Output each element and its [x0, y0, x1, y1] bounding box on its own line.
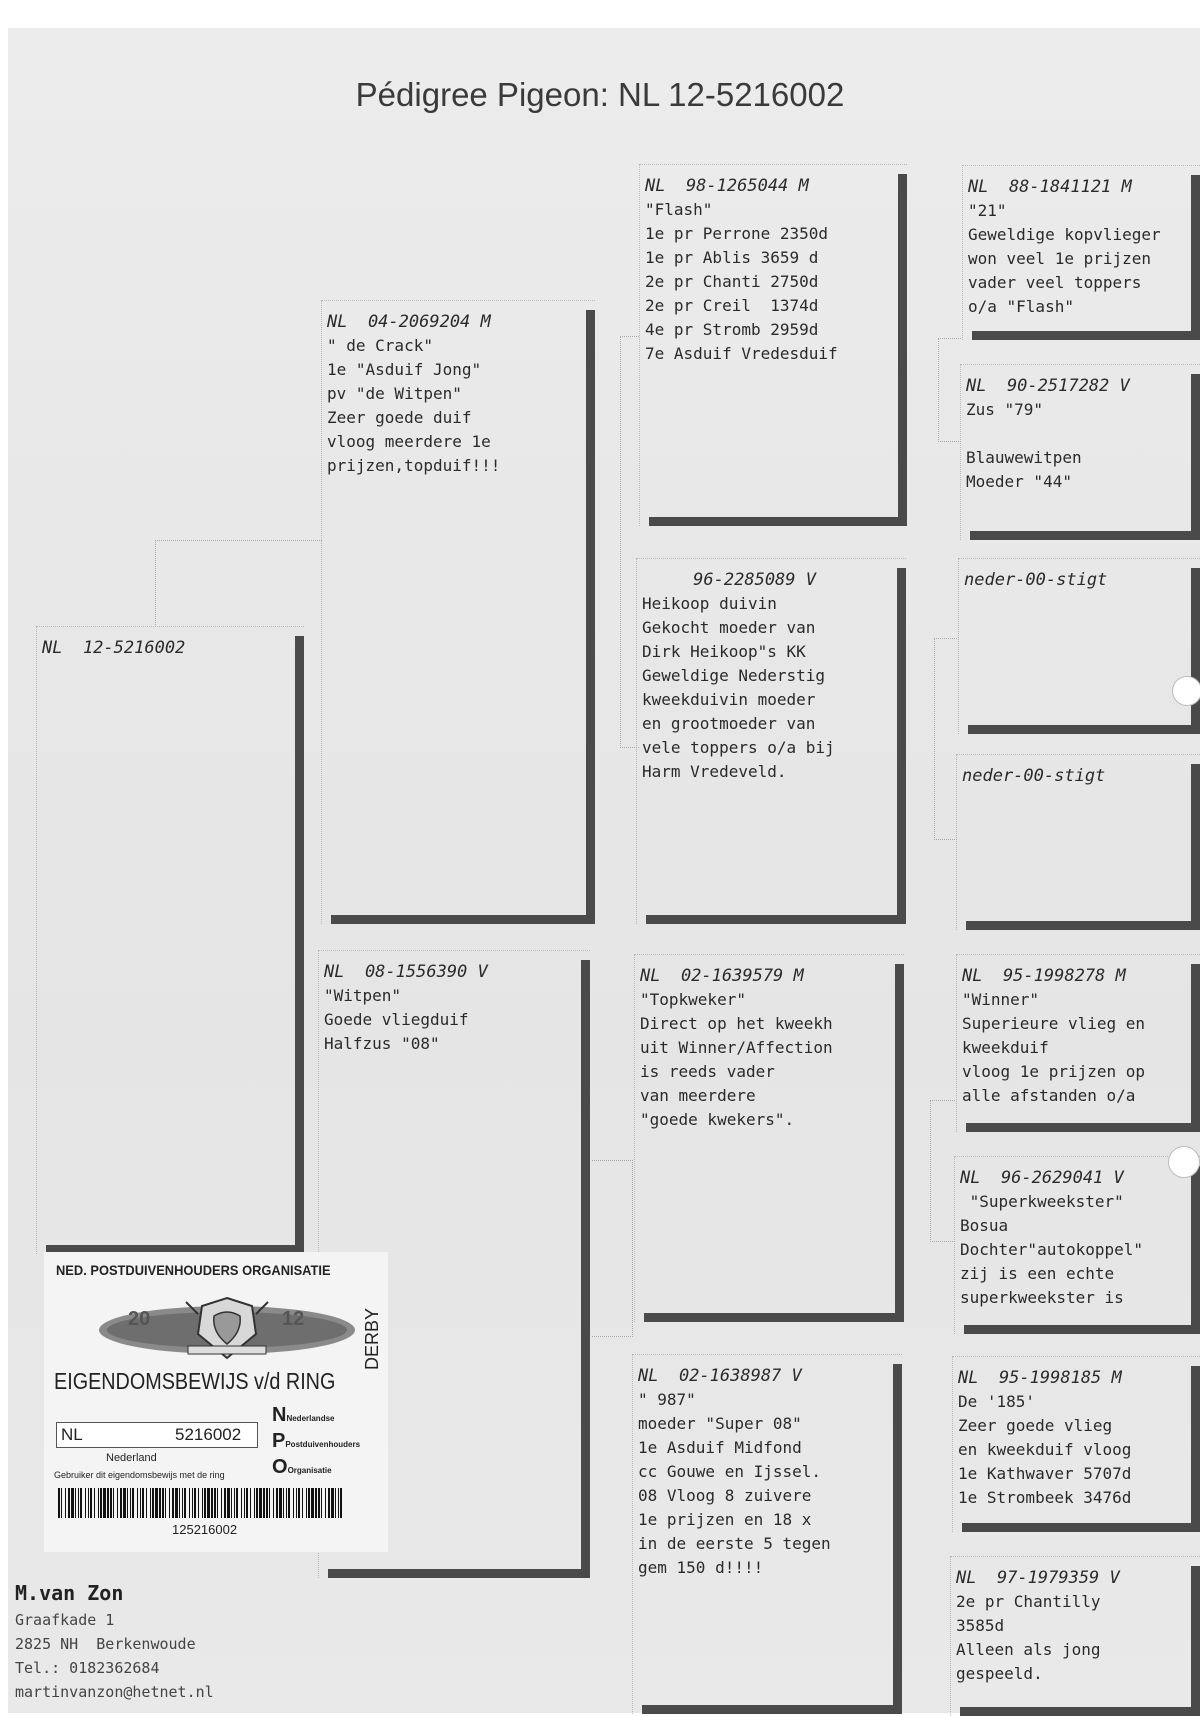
pedigree-box-dam-dam	[632, 1354, 902, 1714]
pedigree-line: 1e Strombeek 3476d	[958, 1488, 1132, 1507]
pedigree-line: "21"	[968, 201, 1007, 220]
box-shadow-bar	[331, 915, 595, 924]
ring-number: NL 02-1638987 V	[638, 1366, 802, 1386]
box-content	[960, 1166, 1186, 1310]
pedigree-box-subject	[36, 626, 304, 1254]
pedigree-line: vader veel toppers	[968, 273, 1142, 292]
box-shadow-bar	[898, 174, 907, 526]
box-content	[962, 764, 1186, 788]
box-shadow-bar	[328, 1569, 590, 1578]
connector-line	[620, 336, 639, 748]
pedigree-line: pv "de Witpen"	[327, 384, 462, 403]
box-shadow-bar	[966, 921, 1200, 930]
box-shadow-bar	[1191, 374, 1200, 540]
pedigree-line: kweekduivin moeder	[642, 690, 816, 709]
pedigree-line: De '185'	[958, 1392, 1036, 1411]
pedigree-line: 4e pr Stromb 2959d	[645, 320, 819, 339]
pedigree-line: "Winner"	[962, 990, 1040, 1009]
connector-line	[934, 638, 957, 840]
pedigree-box-dss	[956, 954, 1200, 1132]
box-content	[324, 960, 576, 1056]
pedigree-line: " 987"	[638, 1390, 696, 1409]
pedigree-line: kweekduif	[962, 1038, 1049, 1057]
pedigree-line: Goede vliegduif	[324, 1010, 469, 1029]
ring-number: NL 88-1841121 M	[968, 177, 1132, 197]
pedigree-line: 3585d	[956, 1616, 1005, 1635]
box-content	[42, 636, 290, 660]
box-content	[968, 175, 1186, 319]
ring-number: NL 95-1998185 M	[958, 1368, 1122, 1388]
box-content	[964, 568, 1186, 592]
connector-line	[938, 338, 961, 442]
box-shadow-bar	[1191, 1166, 1200, 1334]
ring-number: NL 90-2517282 V	[966, 376, 1130, 396]
pedigree-box-dam-sire	[634, 954, 904, 1322]
box-shadow-bar	[895, 964, 904, 1322]
pedigree-box-sire-dam	[636, 558, 906, 924]
ring-number: NL 04-2069204 M	[327, 312, 491, 332]
owner-block	[15, 1578, 214, 1704]
box-shadow-bar	[970, 531, 1200, 540]
box-content	[642, 568, 892, 784]
pedigree-line: vele toppers o/a bij	[642, 738, 835, 757]
box-shadow-bar	[1191, 1366, 1200, 1532]
pedigree-line: 1e Asduif Midfond	[638, 1438, 802, 1457]
box-shadow-bar	[966, 1123, 1200, 1132]
box-shadow-bar	[581, 960, 590, 1578]
pedigree-box-ssd	[960, 364, 1200, 540]
box-content	[966, 374, 1186, 494]
pedigree-line: "Flash"	[645, 200, 713, 219]
owner-name: M.van Zon	[15, 1581, 124, 1605]
box-shadow-bar	[972, 331, 1200, 340]
pedigree-line: 2e pr Chantilly	[956, 1592, 1101, 1611]
owner-email: martinvanzon@hetnet.nl	[15, 1683, 214, 1701]
pedigree-line: 1e pr Perrone 2350d	[645, 224, 829, 243]
pedigree-line: Gekocht moeder van	[642, 618, 816, 637]
barcode-number: 125216002	[172, 1522, 238, 1537]
ring-number: NL 12-5216002	[42, 638, 186, 658]
pedigree-line: prijzen,topduif!!!	[327, 456, 501, 475]
pedigree-line: Moeder "44"	[966, 472, 1072, 491]
owner-phone: Tel.: 0182362684	[15, 1659, 160, 1677]
pedigree-line: moeder "Super 08"	[638, 1414, 802, 1433]
box-content	[958, 1366, 1186, 1510]
npo-letters: NNederlandse PPostduivenhouders OOrganisatie	[272, 1404, 361, 1478]
card-year-right: 12	[282, 1308, 305, 1330]
connector-line	[155, 540, 322, 627]
pedigree-line: Zus "79"	[966, 400, 1044, 419]
pedigree-line: 1e prijzen en 18 x	[638, 1510, 812, 1529]
card-ring-prefix: NL	[61, 1425, 83, 1444]
pedigree-line: vloog meerdere 1e	[327, 432, 491, 451]
pedigree-box-sdd	[956, 754, 1200, 930]
pedigree-line: " de Crack"	[327, 336, 433, 355]
box-shadow-bar	[1191, 1566, 1200, 1716]
barcode-icon	[56, 1488, 346, 1518]
pedigree-line: Halfzus "08"	[324, 1034, 440, 1053]
pedigree-box-sds	[958, 558, 1200, 734]
box-shadow-bar	[893, 1364, 902, 1714]
pedigree-line: zij is een echte	[960, 1264, 1115, 1283]
punch-hole	[1172, 676, 1200, 706]
pedigree-line	[966, 422, 1186, 446]
card-title: EIGENDOMSBEWIJS v/d RING	[54, 1368, 336, 1394]
pedigree-line: Dirk Heikoop"s KK	[642, 642, 806, 661]
punch-hole	[1168, 1146, 1200, 1178]
pedigree-line: Zeer goede duif	[327, 408, 472, 427]
pedigree-line: 2e pr Chanti 2750d	[645, 272, 819, 291]
box-content	[962, 964, 1186, 1108]
pedigree-line: van meerdere	[640, 1086, 756, 1105]
ring-number: NL 98-1265044 M	[645, 176, 809, 196]
pedigree-line: in de eerste 5 tegen	[638, 1534, 831, 1553]
pedigree-line: Geweldige kopvlieger	[968, 225, 1161, 244]
pedigree-line: alle afstanden o/a	[962, 1086, 1136, 1105]
box-shadow-bar	[1191, 764, 1200, 930]
pedigree-box-dsd	[954, 1156, 1200, 1334]
box-shadow-bar	[646, 915, 906, 924]
box-content	[645, 174, 893, 366]
pedigree-line: 1e Kathwaver 5707d	[958, 1464, 1132, 1483]
pedigree-line: won veel 1e prijzen	[968, 249, 1152, 268]
pedigree-line: gem 150 d!!!!	[638, 1558, 764, 1577]
pedigree-box-dds	[952, 1356, 1200, 1532]
npo-o-word: Organisatie	[287, 1466, 332, 1475]
pedigree-line: Bosua	[960, 1216, 1009, 1235]
pedigree-line: uit Winner/Affection	[640, 1038, 833, 1057]
pedigree-line: is reeds vader	[640, 1062, 775, 1081]
ring-number: NL 95-1998278 M	[962, 966, 1126, 986]
box-shadow-bar	[586, 310, 595, 924]
pedigree-line: Direct op het kweekh	[640, 1014, 833, 1033]
card-derby-label: DERBY	[362, 1308, 382, 1371]
card-ring-number: 5216002	[175, 1425, 242, 1444]
pedigree-line: "Witpen"	[324, 986, 402, 1005]
card-year-left: 20	[128, 1308, 151, 1330]
pedigree-line: cc Gouwe en Ijssel.	[638, 1462, 822, 1481]
pedigree-line: 1e "Asduif Jong"	[327, 360, 482, 379]
page-title: Pédigree Pigeon: NL 12-5216002	[355, 76, 845, 113]
box-frame	[36, 626, 304, 1254]
pedigree-line: superkweekster is	[960, 1288, 1124, 1307]
ring-number: NL 97-1979359 V	[956, 1568, 1120, 1588]
card-ring-field	[56, 1422, 258, 1448]
card-org-name: NED. POSTDUIVENHOUDERS ORGANISATIE	[56, 1262, 331, 1278]
npo-p-word: Postduivenhouders	[285, 1440, 361, 1449]
ring-number: neder-00-stigt	[962, 766, 1106, 786]
pedigree-line: "Superkweekster"	[960, 1192, 1124, 1211]
box-shadow-bar	[649, 517, 907, 526]
pedigree-line: o/a "Flash"	[968, 297, 1074, 316]
pedigree-line: en kweekduif vloog	[958, 1440, 1132, 1459]
box-shadow-bar	[968, 725, 1200, 734]
pedigree-line: Zeer goede vlieg	[958, 1416, 1113, 1435]
pedigree-box-sire	[321, 300, 595, 924]
npo-n-word: Nederlandse	[286, 1414, 335, 1423]
box-shadow-bar	[644, 1313, 904, 1322]
owner-city: 2825 NH Berkenwoude	[15, 1635, 196, 1653]
pedigree-line: Alleen als jong	[956, 1640, 1101, 1659]
card-country: Nederland	[106, 1452, 157, 1464]
pedigree-line: gespeeld.	[956, 1664, 1043, 1683]
ring-ownership-card	[44, 1252, 388, 1552]
pedigree-line: 2e pr Creil 1374d	[645, 296, 819, 315]
box-shadow-bar	[1191, 175, 1200, 340]
pedigree-line: 7e Asduif Vredesduif	[645, 344, 838, 363]
box-content	[956, 1566, 1186, 1686]
pedigree-line: Blauwewitpen	[966, 448, 1082, 467]
box-content	[327, 310, 581, 478]
pedigree-line: Harm Vredeveld.	[642, 762, 787, 781]
box-shadow-bar	[1191, 568, 1200, 734]
pedigree-box-sire-sire	[639, 164, 907, 526]
box-shadow-bar	[960, 1707, 1200, 1716]
ring-number: NL 02-1639579 M	[640, 966, 804, 986]
pedigree-box-sss	[962, 165, 1200, 340]
box-content	[640, 964, 890, 1132]
ring-number: NL 08-1556390 V	[324, 962, 488, 982]
box-shadow-bar	[962, 1523, 1200, 1532]
pedigree-line: Geweldige Nederstig	[642, 666, 826, 685]
ring-number: 96-2285089 V	[642, 570, 816, 590]
owner-address: Graafkade 1	[15, 1611, 115, 1629]
pedigree-line: Superieure vlieg en	[962, 1014, 1146, 1033]
card-note: Gebruiker dit eigendomsbewijs met de ring	[54, 1470, 225, 1480]
pedigree-line: 1e pr Ablis 3659 d	[645, 248, 819, 267]
connector-line	[930, 1100, 955, 1242]
pedigree-line: "goede kwekers".	[640, 1110, 795, 1129]
box-shadow-bar	[295, 636, 304, 1254]
box-shadow-bar	[897, 568, 906, 924]
pedigree-line: en grootmoeder van	[642, 714, 816, 733]
pedigree-line: Dochter"autokoppel"	[960, 1240, 1144, 1259]
connector-line	[592, 1160, 633, 1337]
ring-number: NL 96-2629041 V	[960, 1168, 1124, 1188]
pedigree-line: vloog 1e prijzen op	[962, 1062, 1146, 1081]
pedigree-line: "Topkweker"	[640, 990, 746, 1009]
box-shadow-bar	[1191, 964, 1200, 1132]
pedigree-box-ddd	[950, 1556, 1200, 1716]
pedigree-line: Heikoop duivin	[642, 594, 777, 613]
box-content	[638, 1364, 888, 1580]
pedigree-line: 08 Vloog 8 zuivere	[638, 1486, 812, 1505]
box-shadow-bar	[964, 1325, 1200, 1334]
ring-number: neder-00-stigt	[964, 570, 1108, 590]
